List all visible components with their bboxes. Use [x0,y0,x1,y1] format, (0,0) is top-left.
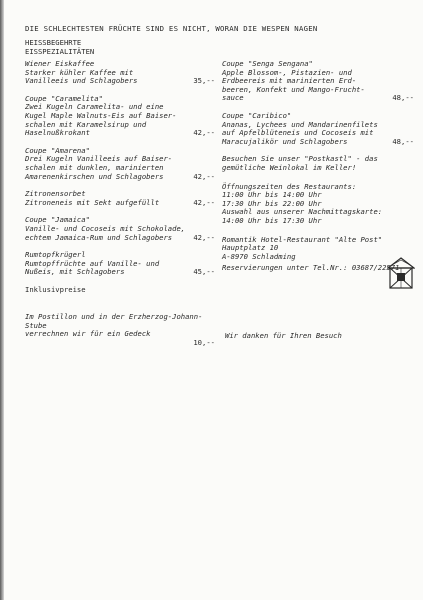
menu-item [25,60,215,86]
menu-item-title: Wiener Eiskaffee [25,59,95,68]
menu-item [222,112,412,146]
opening-hours: Öffnungszeiten des Restaurants: 11:00 Uhr bis 14:00 Uhr 17:30 Uhr bis 22:00 Uhr Auswahl aus unserer Nachmittagskarte: 14:00 Uhr bis 17:30 Uhr [222,181,383,225]
menu-item-title: Coupe "Jamaica" [25,215,90,225]
menu-item-description: Zwei Kugeln Caramelita- und eine Kugel Maple Walnuts-Eis auf Baiser- schalen mit Karamelsirup und Haselnußkrokant [25,102,177,138]
menu-item-description: Drei Kugeln Vanilleeis auf Baiser- schalen mit dunklen, marinierten Amarenenkirschen und Schlagobers [25,154,173,181]
menu-item-price: 42,-- [193,197,215,207]
menu-item-description: Rumtopffrüchte auf Vanille- und Nußeis, mit Schlagobers [25,258,160,277]
menu-item-price: 42,-- [193,128,215,138]
cover-charge-text: Im Postillon und in der Erzherzog-Johann-Stube verrechnen wir für ein Gedeck [25,312,203,339]
menu-item [25,190,215,207]
menu-item-price: 42,-- [193,171,215,181]
thanks-message: Wir danken für Ihren Besuch [225,331,342,340]
menu-item [25,147,215,181]
menu-item-price: 48,-- [392,136,414,146]
section-heading [25,39,94,56]
menu-item-title: Zitronensorbet [25,189,86,199]
cover-charge-note [25,304,215,347]
left-column [25,60,215,347]
menu-item-price: 48,-- [392,93,414,103]
menu-item-price: 35,-- [193,76,215,86]
cover-charge-price: 10,-- [193,337,215,347]
menu-item [25,216,215,242]
inclusive-price-note: Inklusivpreise [25,284,86,294]
section-heading-line-1: HEISSBEGEHRTE [25,38,82,47]
menu-item [25,251,215,277]
menu-item-title: Coupe "Caramelita" [25,93,103,103]
menu-headline: DIE SCHLECHTESTEN FRÜCHTE SIND ES NICHT, WORAN DIE WESPEN NAGEN [25,24,318,33]
menu-item-price: 45,-- [193,267,215,277]
menu-item-description: Apple Blossom-, Pistazien- und Erdbeereis mit marinierten Erd- beeren, Konfekt und Mango-Frucht- sauce [222,67,365,103]
menu-item-description: Starker kühler Kaffee mit Vanilleeis und Schlagobers [25,67,138,86]
menu-item-title: Coupe "Amarena" [25,145,90,155]
menu-item [222,60,412,103]
restaurant-address: Romantik Hotel-Restaurant "Alte Post" Hauptplatz 10 A-8970 Schladming [222,234,383,261]
reservation-phone: Reservierungen unter Tel.Nr.: 03687/22571 [222,263,400,273]
menu-item [25,95,215,138]
menu-item-title: Coupe "Senga Sengana" [222,59,313,68]
menu-item-description: Vanille- und Cocoseis mit Schokolade, echtem Jamaica-Rum und Schlagobers [25,223,186,242]
menu-item-description: Ananas, Lychees und Mandarinenfilets auf Apfelblüteneis und Cocoseis mit Maracujalikör und Schlagobers [222,119,378,146]
alte-post-emblem-icon [387,257,415,289]
section-heading-line-2: EISSPEZIALITÄTEN [25,46,95,56]
right-column [222,60,412,273]
scan-edge [0,0,4,600]
menu-item-title: Coupe "Caribico" [222,110,292,120]
menu-item-description: Zitroneneis mit Sekt aufgefüllt [25,197,160,207]
postkastl-note: Besuchen Sie unser "Postkastl" - das gemütliche Weinlokal im Keller! [222,154,378,172]
menu-item-title: Rumtopfkrügerl [25,250,86,260]
menu-item-price: 42,-- [193,232,215,242]
